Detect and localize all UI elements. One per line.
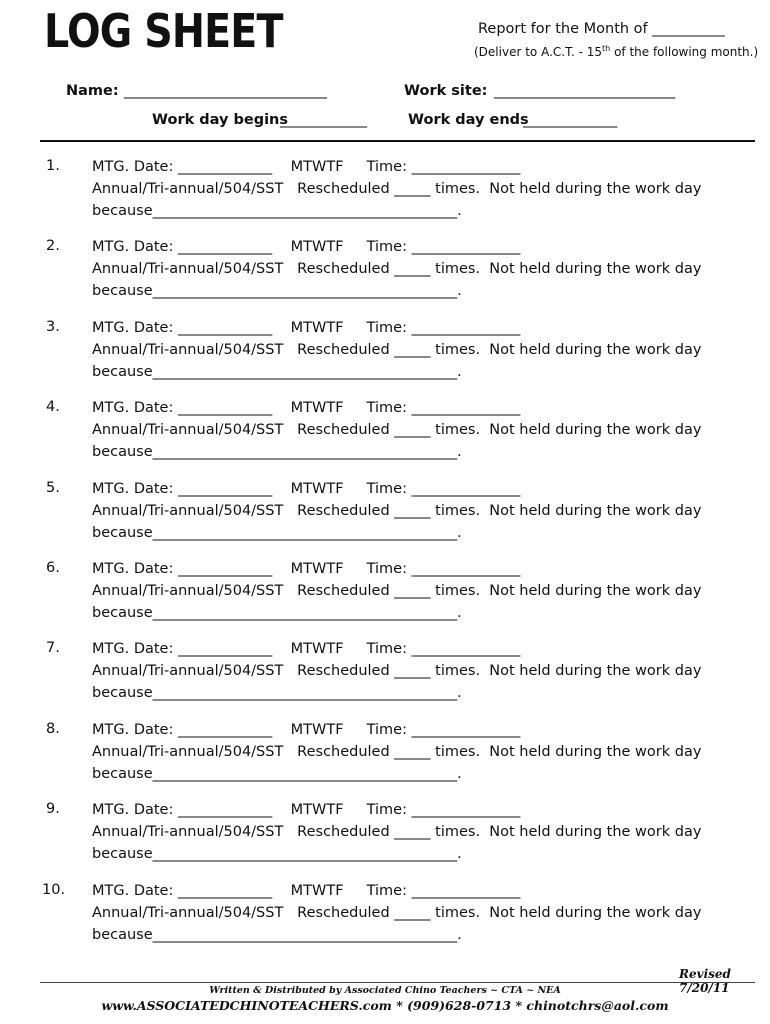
meeting-type-line[interactable]: Annual/Tri-annual/504/SST Rescheduled _____ times. Not held during the work day bbox=[92, 422, 702, 439]
entry-number: 5. bbox=[46, 479, 60, 496]
deliver-sup: th bbox=[602, 44, 611, 53]
meeting-type-line[interactable]: Annual/Tri-annual/504/SST Rescheduled _____ times. Not held during the work day bbox=[92, 583, 702, 599]
meeting-reason-line[interactable]: because__________________________________________. bbox=[92, 926, 462, 943]
footer-credit: Written & Distributed by Associated Chino Teachers ~ CTA ~ NEA bbox=[209, 985, 561, 996]
meeting-date-line[interactable]: MTG. Date: _____________ MTWTF Time: _______________ bbox=[92, 480, 521, 497]
meeting-type-line[interactable]: Annual/Tri-annual/504/SST Rescheduled _____ times. Not held during the work day bbox=[92, 904, 702, 921]
entry-number: 9. bbox=[46, 801, 60, 818]
meeting-entry bbox=[0, 399, 770, 469]
meeting-reason-line[interactable]: because__________________________________________. bbox=[92, 444, 462, 461]
page-title: LOG SHEET bbox=[44, 4, 283, 58]
meeting-reason-line[interactable]: because__________________________________________. bbox=[92, 363, 462, 380]
meeting-reason-line[interactable]: because__________________________________________. bbox=[92, 283, 462, 300]
meeting-reason-line[interactable]: because__________________________________________. bbox=[92, 846, 462, 863]
revision-date: Revised 7/20/11 bbox=[679, 967, 731, 995]
header-divider bbox=[40, 140, 755, 142]
meeting-date-line[interactable]: MTG. Date: _____________ MTWTF Time: _______________ bbox=[92, 882, 521, 899]
meeting-entry bbox=[0, 640, 770, 710]
footer-divider bbox=[40, 982, 755, 983]
meeting-entry bbox=[0, 801, 770, 871]
work-day-ends-field[interactable]: _____________ bbox=[523, 112, 618, 128]
meeting-entry bbox=[0, 319, 770, 389]
deliver-prefix: (Deliver to A.C.T. - 15 bbox=[474, 45, 603, 59]
meeting-entry bbox=[0, 721, 770, 791]
work-day-begins-label: Work day begins bbox=[152, 112, 289, 128]
entry-number: 8. bbox=[46, 720, 60, 737]
work-day-ends-label: Work day ends bbox=[408, 112, 529, 128]
meeting-type-line[interactable]: Annual/Tri-annual/504/SST Rescheduled _____ times. Not held during the work day bbox=[92, 743, 702, 760]
meeting-entry bbox=[0, 882, 770, 952]
report-month-field[interactable]: Report for the Month of __________ bbox=[478, 21, 725, 37]
deliver-instruction bbox=[474, 44, 758, 59]
work-day-begins-field[interactable]: ____________ bbox=[280, 112, 367, 128]
entry-number: 2. bbox=[46, 238, 60, 255]
meeting-date-line[interactable]: MTG. Date: _____________ MTWTF Time: _______________ bbox=[92, 641, 521, 658]
meeting-entry bbox=[0, 158, 770, 228]
meeting-reason-line[interactable]: because__________________________________________. bbox=[92, 765, 462, 782]
meeting-entry bbox=[0, 238, 770, 308]
name-label: Name: bbox=[66, 83, 119, 99]
meeting-reason-line[interactable]: because__________________________________________. bbox=[92, 685, 462, 702]
meeting-type-line[interactable]: Annual/Tri-annual/504/SST Rescheduled _____ times. Not held during the work day bbox=[92, 824, 702, 841]
meeting-entry bbox=[0, 480, 770, 550]
entry-number: 7. bbox=[46, 640, 60, 657]
entry-number: 3. bbox=[46, 318, 60, 335]
meeting-reason-line[interactable]: because__________________________________________. bbox=[92, 524, 462, 541]
meeting-date-line[interactable]: MTG. Date: _____________ MTWTF Time: _______________ bbox=[92, 561, 521, 577]
meeting-type-line[interactable]: Annual/Tri-annual/504/SST Rescheduled _____ times. Not held during the work day bbox=[92, 502, 702, 519]
meeting-type-line[interactable]: Annual/Tri-annual/504/SST Rescheduled _____ times. Not held during the work day bbox=[92, 181, 702, 197]
work-site-field[interactable]: _________________________ bbox=[494, 83, 676, 99]
meeting-type-line[interactable]: Annual/Tri-annual/504/SST Rescheduled _____ times. Not held during the work day bbox=[92, 341, 702, 358]
meeting-date-line[interactable]: MTG. Date: _____________ MTWTF Time: _______________ bbox=[92, 802, 521, 819]
meeting-reason-line[interactable]: because__________________________________________. bbox=[92, 203, 462, 219]
meeting-entry bbox=[0, 560, 770, 630]
meeting-reason-line[interactable]: because__________________________________________. bbox=[92, 605, 462, 621]
name-field[interactable]: ____________________________ bbox=[124, 83, 327, 99]
meeting-date-line[interactable]: MTG. Date: _____________ MTWTF Time: _______________ bbox=[92, 319, 521, 336]
meeting-type-line[interactable]: Annual/Tri-annual/504/SST Rescheduled _____ times. Not held during the work day bbox=[92, 261, 702, 278]
work-site-label: Work site: bbox=[404, 83, 488, 99]
entry-number: 6. bbox=[46, 560, 60, 576]
deliver-suffix: of the following month.) bbox=[610, 45, 759, 59]
meeting-date-line[interactable]: MTG. Date: _____________ MTWTF Time: _______________ bbox=[92, 721, 521, 738]
meeting-date-line[interactable]: MTG. Date: _____________ MTWTF Time: _______________ bbox=[92, 239, 521, 256]
meeting-type-line[interactable]: Annual/Tri-annual/504/SST Rescheduled _____ times. Not held during the work day bbox=[92, 663, 702, 680]
entry-number: 4. bbox=[46, 399, 60, 416]
footer-contact: www.ASSOCIATEDCHINOTEACHERS.com * (909)628-0713 * chinotchrs@aol.com bbox=[101, 998, 669, 1013]
entry-number: 1. bbox=[46, 158, 60, 174]
meeting-date-line[interactable]: MTG. Date: _____________ MTWTF Time: _______________ bbox=[92, 400, 521, 417]
entry-number: 10. bbox=[42, 881, 66, 898]
meeting-date-line[interactable]: MTG. Date: _____________ MTWTF Time: _______________ bbox=[92, 159, 521, 175]
